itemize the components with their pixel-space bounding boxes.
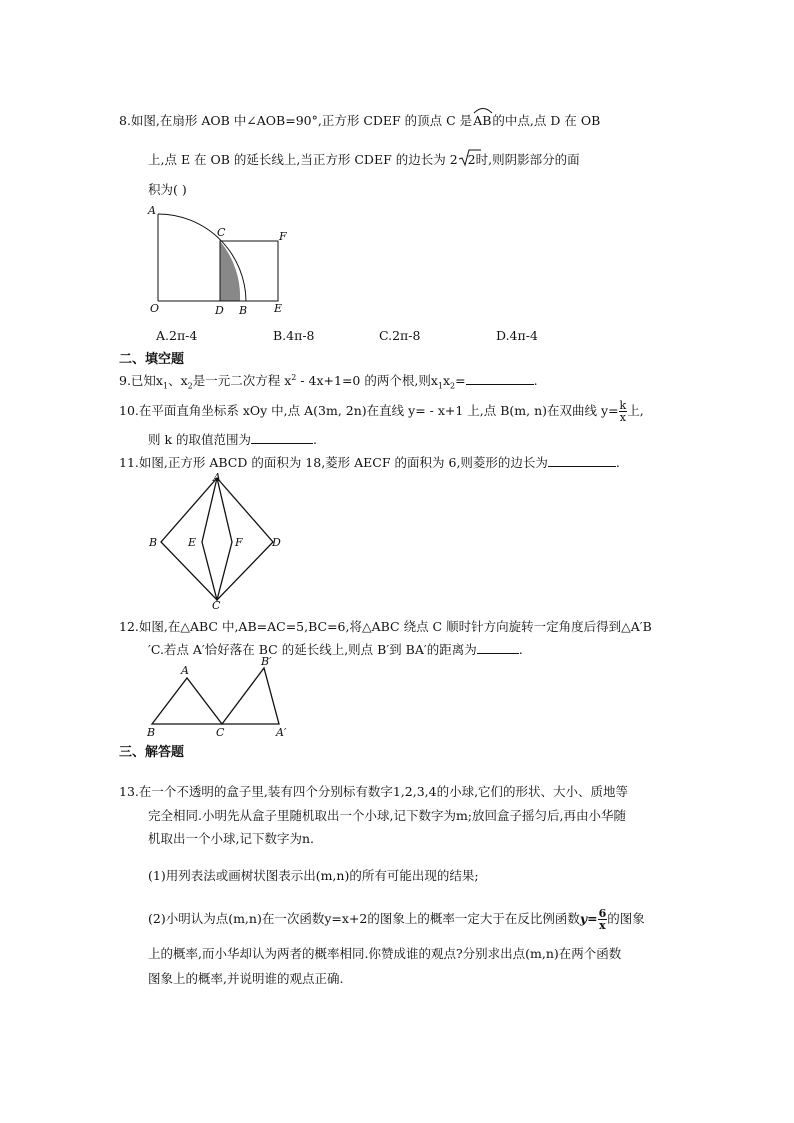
q11-line: 11.如图,正方形 ABCD 的面积为 18,菱形 AECF 的面积为 6,则菱形的边长为 .	[119, 455, 620, 470]
q11-figure	[145, 470, 290, 612]
label-b: B	[147, 726, 156, 739]
q8-option-b: B.4π-8	[273, 328, 315, 343]
label-c: C	[217, 226, 226, 239]
label-d: D	[272, 536, 281, 549]
label-a: A	[213, 471, 221, 484]
section-3-heading: 三、解答题	[119, 745, 185, 760]
label-f: F	[279, 230, 287, 243]
section-2-heading: 二、填空题	[119, 352, 185, 367]
q11-answer-blank[interactable]	[548, 454, 616, 467]
rhombus-aecf	[202, 478, 232, 600]
arc-ab: AB	[472, 113, 492, 128]
label-a-prime: A′	[276, 726, 287, 739]
q8-option-a: A.2π-4	[156, 328, 198, 343]
label-c: C	[212, 599, 221, 612]
fraction-k-over-x: $\frac{k}{x}$	[619, 399, 627, 424]
label-f: F	[235, 536, 243, 549]
q12-answer-blank[interactable]	[477, 641, 519, 654]
sqrt-symbol	[459, 152, 476, 167]
label-b: B	[239, 304, 248, 317]
q12-line1: 12.如图,在△ABC 中,AB=AC=5,BC=6,将△ABC 绕点 C 顺时针方向旋转一定角度后得到△A′B	[119, 619, 652, 634]
label-c: C	[216, 726, 225, 739]
q13-line2: 完全相同.小明先从盒子里随机取出一个小球,记下数字为m;放回盒子摇匀后,再由小华随	[148, 808, 626, 823]
label-e: E	[274, 302, 283, 315]
q12-line2: ′C.若点 A′恰好落在 BC 的延长线上,则点 B′到 BA′的距离为 .	[148, 642, 523, 657]
label-b: B	[149, 536, 158, 549]
q10-line2: 则 k 的取值范围为 .	[148, 432, 318, 447]
q8-line2	[148, 150, 580, 168]
label-a: A	[181, 664, 189, 677]
q8-line1b: 的中点,点 D 在 OB	[492, 113, 601, 128]
q8-option-c: C.2π-8	[379, 328, 421, 343]
q8-option-d: D.4π-4	[496, 328, 538, 343]
q8-line2b: 时,则阴影部分的面	[475, 152, 580, 167]
q13-line3: 机取出一个小球,记下数字为n.	[148, 831, 314, 846]
q8-figure	[143, 200, 293, 318]
sqrt-value: 2	[467, 152, 476, 167]
triangle-apbpc	[222, 668, 279, 724]
q9-answer-blank[interactable]	[466, 372, 534, 385]
arc-symbol-icon	[472, 106, 494, 114]
q13-part2-line1: (2)小明认为点(m,n)在一次函数y=x+2的图象上的概率一定大于在反比例函数y= $\frac{6}{x}$ 的图象	[148, 907, 645, 932]
q9-line: 9.已知$x_1$、$x_2$是一元二次方程 $x^2 - 4x+1=0$ 的两个根,则$x_1x_2=$ .	[119, 372, 538, 391]
radical-sign-icon	[459, 149, 481, 167]
label-b-prime: B′	[261, 655, 272, 668]
q13-part2-line2: 上的概率,而小华却认为两者的概率相同.你赞成谁的观点?分别求出点(m,n)在两个函数	[148, 946, 622, 961]
square-abcd	[161, 478, 273, 600]
label-e: E	[188, 536, 197, 549]
q8-line3: 积为( )	[148, 182, 187, 197]
q13-line1: 13.在一个不透明的盒子里,装有四个分别标有数字1,2,3,4的小球,它们的形状、大小、质地等	[119, 784, 629, 799]
label-o: O	[150, 302, 160, 315]
triangle-abc	[152, 678, 222, 724]
q13-part2-line3: 图象上的概率,并说明谁的观点正确.	[148, 971, 344, 986]
q10-line1: 10.在平面直角坐标系 xOy 中,点 A(3m, 2n)在直线 y= - x+1 上,点 B(m, n)在双曲线 y= $\frac{k}{x}$ 上,	[119, 399, 644, 424]
label-d: D	[215, 304, 224, 317]
q8-line2a: 上,点 E 在 OB 的延长线上,当正方形 CDEF 的边长为 2	[148, 152, 458, 167]
q13-part1: (1)用列表法或画树状图表示出(m,n)的所有可能出现的结果;	[148, 868, 479, 883]
label-a: A	[148, 204, 156, 217]
q10-answer-blank[interactable]	[251, 431, 313, 444]
shaded-region	[220, 241, 240, 301]
fraction-6-over-x: $\frac{6}{x}$	[598, 907, 607, 932]
q8-line1a: 8.如图,在扇形 AOB 中∠AOB=90°,正方形 CDEF 的顶点 C 是	[119, 113, 473, 128]
q8-line1	[119, 111, 600, 129]
q12-figure	[143, 652, 303, 740]
